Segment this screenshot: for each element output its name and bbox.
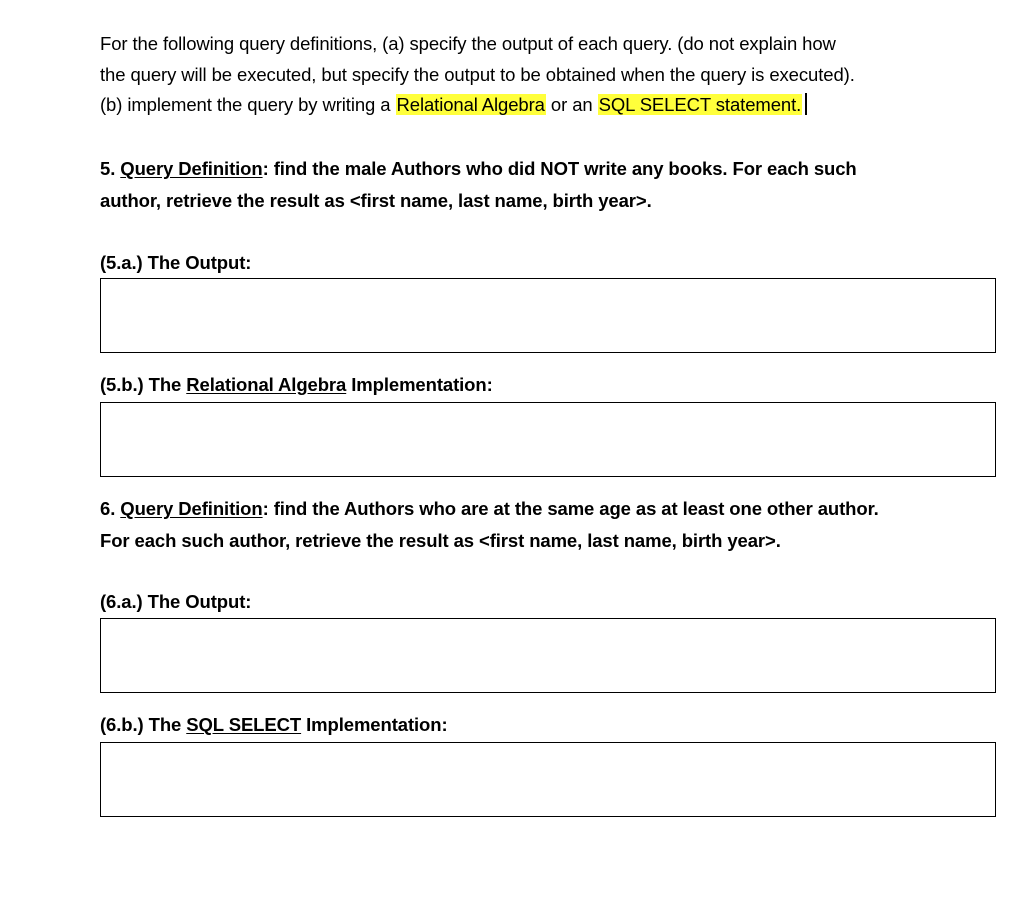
q5-definition-label: Query Definition bbox=[120, 158, 263, 179]
highlight-relational-algebra: Relational Algebra bbox=[396, 94, 545, 115]
q6-definition-line-2 bbox=[100, 529, 781, 553]
q5a-heading bbox=[100, 251, 251, 275]
intro-line-2 bbox=[100, 63, 855, 87]
q6a-output-box[interactable] bbox=[100, 618, 996, 693]
q6-definition-text-2: For each such author, retrieve the result as <first name, last name, birth year>. bbox=[100, 530, 781, 551]
q5-definition-line-1 bbox=[100, 157, 857, 181]
q6a-heading bbox=[100, 590, 251, 614]
text-cursor bbox=[805, 93, 807, 115]
q5a-heading-text: (5.a.) The Output: bbox=[100, 252, 252, 273]
q6-definition-text: : find the Authors who are at the same age as at least one other author. bbox=[262, 498, 879, 519]
q6-definition-line-1 bbox=[100, 497, 879, 521]
q5a-output-box[interactable] bbox=[100, 278, 996, 353]
q6-definition-label: Query Definition bbox=[120, 498, 263, 519]
highlight-sql-select: SQL SELECT statement. bbox=[598, 94, 802, 115]
q5b-heading-prefix: (5.b.) The bbox=[100, 374, 187, 395]
intro-text-2: the query will be executed, but specify the output to be obtained when the query is executed). bbox=[100, 64, 855, 85]
intro-line-3 bbox=[100, 93, 807, 117]
q6b-heading bbox=[100, 713, 448, 737]
q6b-heading-underlined: SQL SELECT bbox=[186, 714, 302, 735]
q5-number: 5. bbox=[100, 158, 121, 179]
q6b-heading-suffix: Implementation: bbox=[301, 714, 448, 735]
intro-line-1 bbox=[100, 32, 836, 56]
q5b-heading bbox=[100, 373, 493, 397]
q5-definition-line-2 bbox=[100, 189, 652, 213]
q5-definition-text: : find the male Authors who did NOT write any books. For each such bbox=[262, 158, 857, 179]
intro-text-3-prefix: (b) implement the query by writing a bbox=[100, 94, 396, 115]
q6b-heading-prefix: (6.b.) The bbox=[100, 714, 187, 735]
q6-number: 6. bbox=[100, 498, 121, 519]
q5b-heading-underlined: Relational Algebra bbox=[186, 374, 347, 395]
q5b-heading-suffix: Implementation: bbox=[346, 374, 493, 395]
q5-definition-text-2: author, retrieve the result as <first name, last name, birth year>. bbox=[100, 190, 652, 211]
intro-text-1: For the following query definitions, (a) specify the output of each query. (do not explain how bbox=[100, 33, 836, 54]
q5b-implementation-box[interactable] bbox=[100, 402, 996, 477]
q6b-implementation-box[interactable] bbox=[100, 742, 996, 817]
q6a-heading-text: (6.a.) The Output: bbox=[100, 591, 252, 612]
intro-text-3-mid: or an bbox=[545, 94, 598, 115]
